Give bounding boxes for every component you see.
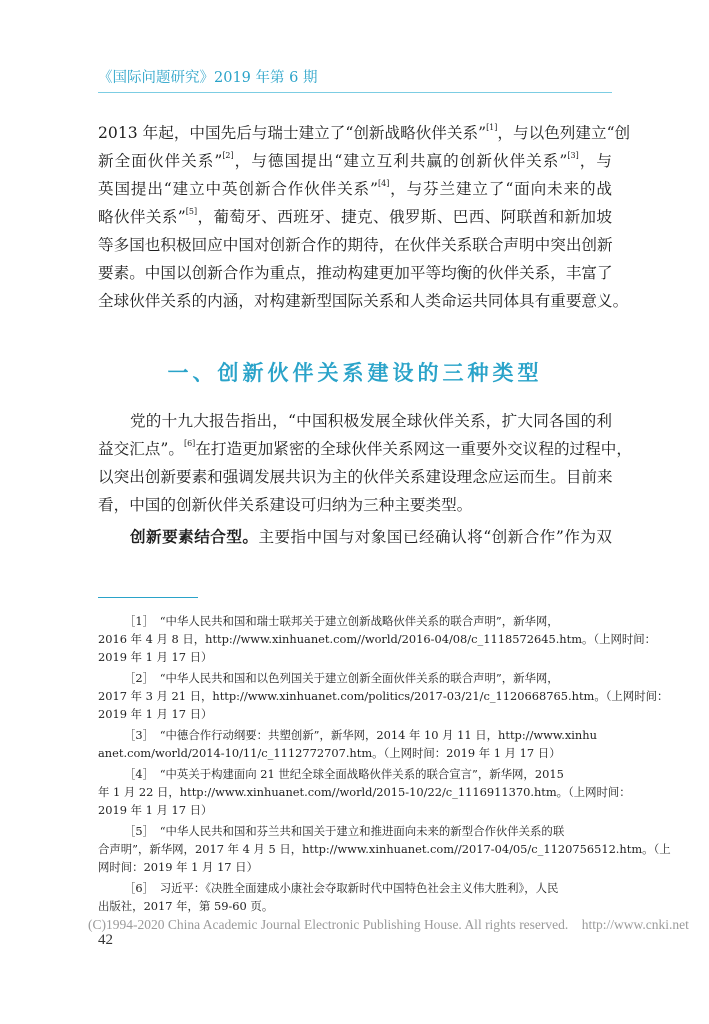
para1-line-4: 看，中国的创新伙伴关系建设可归纳为三种主要类型。 <box>98 496 473 514</box>
footnote-5-line-1: ［5］ “中华人民共和国和芬兰共和国关于建立和推进面向未来的新型合作伙伴关系的联 <box>124 824 565 838</box>
footnote-2-line-1: ［2］ “中华人民共和国和以色列国关于建立创新全面伙伴关系的联合声明”，新华网， <box>124 671 559 685</box>
page-number: 42 <box>98 932 113 948</box>
footnote-3-line-1: ［3］ “中德合作行动纲要：共塑创新”，新华网，2014 年 10 月 11 日，http://www.xinhu <box>124 728 597 742</box>
intro-line-2: 新全面伙伴关系”[2]，与德国提出“建立互利共赢的创新伙伴关系”[3]，与 <box>98 151 612 170</box>
para2-line-1: 创新要素结合型。主要指中国与对象国已经确认将“创新合作”作为双 <box>130 527 612 546</box>
footnote-4-line-1: ［4］ “中英关于构建面向 21 世纪全球全面战略伙伴关系的联合宣言”，新华网，2015 <box>124 767 564 781</box>
copyright-watermark: (C)1994-2020 China Academic Journal Electronic Publishing House. All rights reserved. http://www.cnki.net <box>88 917 689 932</box>
journal-header: 《国际问题研究》2019 年第 6 期 <box>98 70 318 86</box>
footnote-2-line-3: 2019 年 1 月 17 日） <box>98 707 213 721</box>
footnote-rule <box>98 597 198 598</box>
intro-line-5: 等多国也积极回应中国对创新合作的期待，在伙伴关系联合声明中突出创新 <box>98 236 613 254</box>
footnote-1-line-1: ［1］ “中华人民共和国和瑞士联邦关于建立创新战略伙伴关系的联合声明”，新华网， <box>124 614 559 628</box>
intro-line-4: 略伙伴关系”[5]，葡萄牙、西班牙、捷克、俄罗斯、巴西、阿联酋和新加坡 <box>98 207 612 226</box>
para1-line-2: 益交汇点”。[6]在打造更加紧密的全球伙伴关系网这一重要外交议程的过程中， <box>98 439 632 458</box>
footnote-4-line-2: 年 1 月 22 日，http://www.xinhuanet.com//world/2015-10/22/c_1116911370.htm。（上网时间： <box>98 785 631 799</box>
para1-line-3: 以突出创新要素和强调发展共识为主的伙伴关系建设理念应运而生。目前来 <box>98 468 613 486</box>
footnote-5-line-3: 网时间：2019 年 1 月 17 日） <box>98 860 258 874</box>
footnote-5-line-2: 合声明”，新华网，2017 年 4 月 5 日，http://www.xinhuanet.com//2017-04/05/c_1120756512.htm。（上 <box>98 842 671 856</box>
intro-line-1: 2013 年起，中国先后与瑞士建立了“创新战略伙伴关系”[1]，与以色列建立“创 <box>98 123 631 142</box>
footnote-4-line-3: 2019 年 1 月 17 日） <box>98 803 213 817</box>
footnote-6-line-1: ［6］ 习近平：《决胜全面建成小康社会夺取新时代中国特色社会主义伟大胜利》，人民 <box>124 881 559 895</box>
intro-line-6: 要素。中国以创新合作为重点，推动构建更加平等均衡的伙伴关系，丰富了 <box>98 264 613 282</box>
footnote-1-line-2: 2016 年 4 月 8 日，http://www.xinhuanet.com//world/2016-04/08/c_1118572645.htm。（上网时间： <box>98 632 657 646</box>
para1-line-1: 党的十九大报告指出，“中国积极发展全球伙伴关系，扩大同各国的利 <box>130 412 612 430</box>
footnote-3-line-2: anet.com/world/2014-10/11/c_1112772707.htm。（上网时间：2019 年 1 月 17 日） <box>98 746 561 760</box>
section-heading: 一、创新伙伴关系建设的三种类型 <box>167 360 543 385</box>
header-rule <box>98 92 612 93</box>
footnote-6-line-2: 出版社，2017 年，第 59-60 页。 <box>98 899 274 913</box>
intro-line-3: 英国提出“建立中英创新合作伙伴关系”[4]，与芬兰建立了“面向未来的战 <box>98 179 612 198</box>
para2-lead: 创新要素结合型。 <box>130 527 259 546</box>
intro-line-7: 全球伙伴关系的内涵，对构建新型国际关系和人类命运共同体具有重要意义。 <box>98 292 629 310</box>
footnote-1-line-3: 2019 年 1 月 17 日） <box>98 650 213 664</box>
footnote-2-line-2: 2017 年 3 月 21 日，http://www.xinhuanet.com/politics/2017-03/21/c_1120668765.htm。（上网时间： <box>98 689 669 703</box>
